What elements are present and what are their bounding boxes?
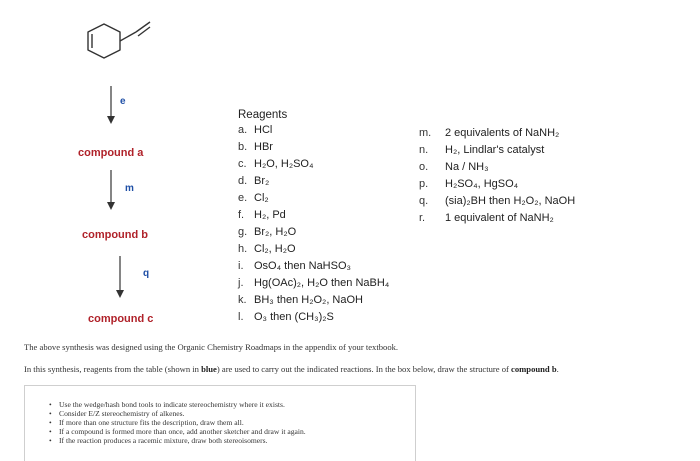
reagent-p: p. H₂SO₄, HgSO₄ [419,178,519,190]
blue-word: blue [201,364,217,374]
reaction-arrow-2 [105,170,117,212]
task-paragraph: In this synthesis, reagents from the table (shown in blue) are used to carry out the indicated reactions. In the box below, draw the structure of compound b. [24,364,559,374]
instructions-list [45,400,415,445]
reagent-g: g. Br₂, H₂O [238,226,297,238]
starting-material-structure [78,18,168,68]
instruction-item: • Use the wedge/hash bond tools to indicate stereochemistry where it exists. [45,400,415,409]
reagent-r: r. 1 equivalent of NaNH₂ [419,212,554,224]
reagent-q: q. (sia)₂BH then H₂O₂, NaOH [419,195,576,207]
intro-paragraph: The above synthesis was designed using the Organic Chemistry Roadmaps in the appendix of your textbook. [24,342,399,352]
reagent-c: c. H₂O, H₂SO₄ [238,158,314,170]
reagents-left-list [238,124,418,334]
reagent-h: h. Cl₂, H₂O [238,243,296,255]
compound-c-label: compound c [88,313,154,325]
reagent-k: k. BH₃ then H₂O₂, NaOH [238,294,363,306]
step-3-reagent-letter: q [143,268,150,279]
reagent-m: m. 2 equivalents of NaNH₂ [419,127,560,139]
reagent-i: i. OsO₄ then NaHSO₃ [238,260,352,272]
reagent-n: n. H₂, Lindlar's catalyst [419,144,545,156]
reagents-right-list [419,127,689,237]
compound-a-label: compound a [78,147,144,159]
drawing-instructions-box[interactable] [24,385,416,461]
reagent-j: j. Hg(OAc)₂, H₂O then NaBH₄ [238,277,390,289]
reagent-l: l. O₃ then (CH₃)₂S [238,311,334,323]
compound-b-bold: compound b [511,364,557,374]
instruction-item: • Consider E/Z stereochemistry of alkenes. [45,409,415,418]
reagent-o: o. Na / NH₃ [419,161,489,173]
reagent-d: d. Br₂ [238,175,270,187]
reaction-arrow-3 [114,256,126,300]
reagents-title: Reagents [238,109,288,121]
reagent-e: e. Cl₂ [238,192,269,204]
instruction-item: • If a compound is formed more than once, add another sketcher and draw it again. [45,427,415,436]
instruction-item: • If more than one structure fits the description, draw them all. [45,418,415,427]
reagent-b: b. HBr [238,141,273,153]
instruction-item: • If the reaction produces a racemic mixture, draw both stereoisomers. [45,436,415,445]
step-2-reagent-letter: m [125,183,134,194]
reagent-f: f. H₂, Pd [238,209,286,221]
step-1-reagent-letter: e [120,96,126,107]
reagent-a: a. HCl [238,124,273,136]
reaction-arrow-1 [105,86,117,126]
compound-b-label: compound b [82,229,148,241]
